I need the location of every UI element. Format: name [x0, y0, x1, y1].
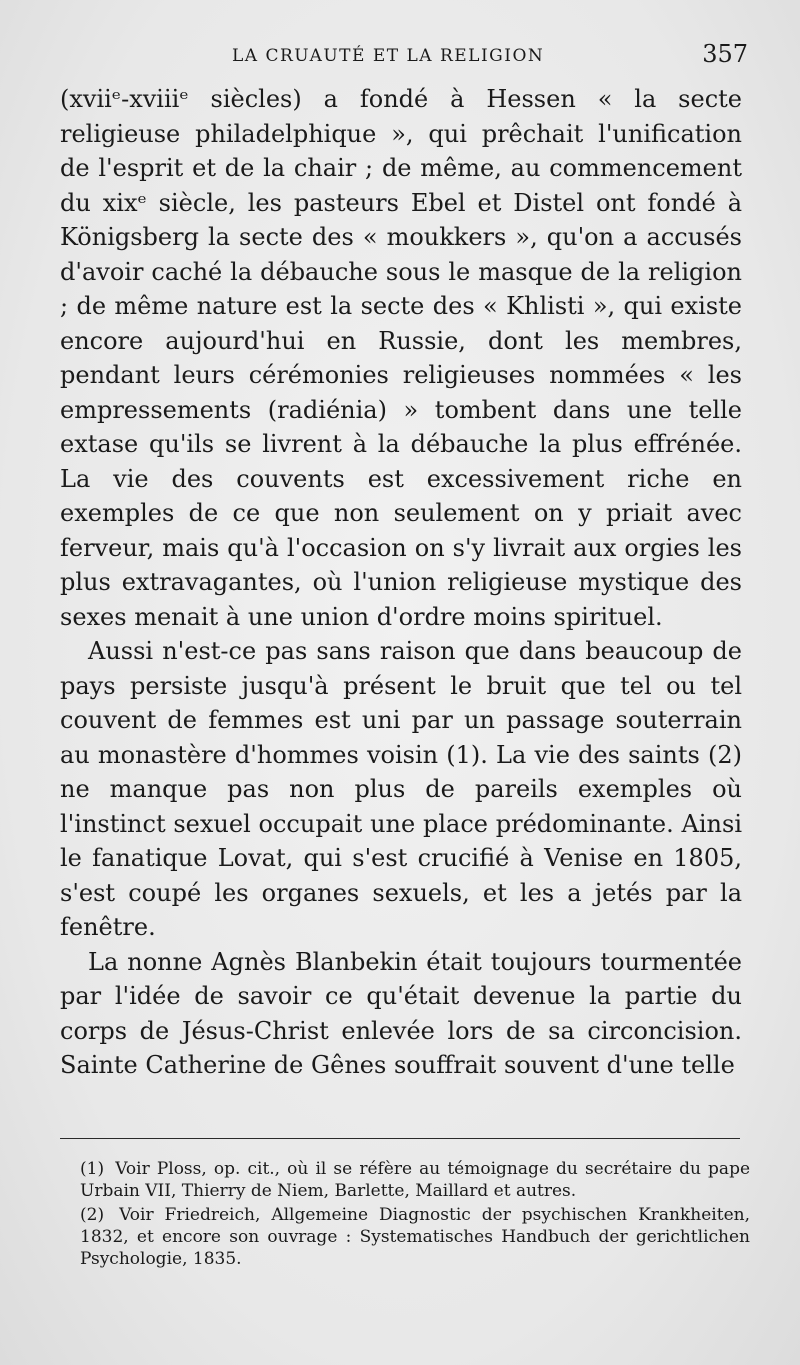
- paragraph: Aussi n'est-ce pas sans raison que dans beaucoup de pays persiste jusqu'à présent le bruit que tel ou tel couvent de femmes est uni par un passage souterrain au monastère d'hommes voisin (1). La vie des saints (2) ne manque pas non plus de pareils exemples où l'instinct sexuel occupait une place prédominante. Ainsi le fanatique Lovat, qui s'est crucifié à Venise en 1805, s'est coupé les organes sexuels, et les a jetés par la fenêtre.: [60, 637, 742, 941]
- footnotes: [80, 1158, 750, 1272]
- paragraph: La nonne Agnès Blanbekin était toujours tourmentée par l'idée de savoir ce qu'était devenue la partie du corps de Jésus-Christ enlevée lors de sa circoncision. Sainte Catherine de Gênes souffrait souvent d'une telle: [60, 947, 742, 1079]
- footnote-text: Voir Ploss, op. cit., où il se réfère au témoignage du secrétaire du pape Urbain VII, Thierry de Niem, Barlette, Maillard et autres.: [80, 1159, 751, 1201]
- footnote-item: [80, 1204, 750, 1270]
- paragraph: (xviiᵉ-xviiiᵉ siècles) a fondé à Hessen « la secte religieuse philadelphique », qui prêchait l'unification de l'esprit et de la chair ; de même, au commencement du xixᵉ siècle, les pasteurs Ebel et Distel ont fondé à Königsberg la secte des « moukkers », qu'on a accusés d'avoir caché la débauche sous le masque de la religion ; de même nature est la secte des « Khlisti », qui existe encore aujourd'hui en Russie, dont les membres, pendant leurs cérémonies religieuses nommées « les empressements (radiénia) » tombent dans une telle extase qu'ils se livrent à la débauche la plus effrénée. La vie des couvents est excessivement riche en exemples de ce que non seulement on y priait avec ferveur, mais qu'à l'occasion on s'y livrait aux orgies les plus extravagantes, où l'union religieuse mystique des sexes menait à une union d'ordre moins spirituel.: [60, 85, 742, 631]
- footnote-item: [80, 1158, 750, 1202]
- footnote-text: Voir Friedreich, Allgemeine Diagnostic der psychischen Krankheiten, 1832, et encore son ouvrage : Systematisches Handbuch der gerichtlichen Psychologie, 1835.: [80, 1205, 750, 1269]
- running-title: LA CRUAUTÉ ET LA RELIGION: [232, 46, 545, 66]
- footnote-number: (2): [80, 1205, 105, 1225]
- page-header: [60, 40, 748, 74]
- body-text: [60, 82, 742, 1083]
- footnote-divider: [60, 1138, 740, 1139]
- footnote-number: (1): [80, 1159, 105, 1179]
- page-number: 357: [702, 40, 748, 68]
